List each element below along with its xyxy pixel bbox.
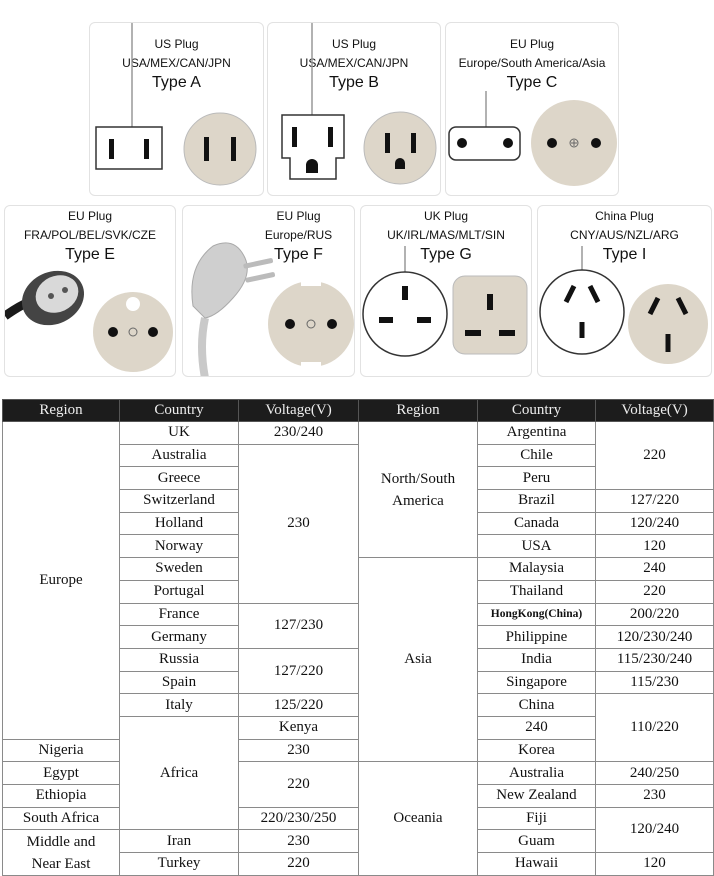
type-e-plug-icon [5,206,176,377]
plug-type-label: Type C [506,74,558,91]
plug-card-type-c [445,22,619,196]
voltage-cell: 115/230/240 [596,648,714,671]
type-f-plug-icon [183,206,355,377]
plug-type-label: Type B [329,74,379,91]
region-cell-asia: Asia [359,558,478,762]
region-label-line: Middle and [26,833,96,850]
region-label-line: Near East [31,855,91,872]
country-cell: India [478,648,596,671]
country-cell: Iran [120,830,239,853]
voltage-cell: 220 [596,580,714,603]
plug-type-label: Type A [152,74,201,91]
table-row [3,762,714,785]
country-cell: Malaysia [478,558,596,581]
voltage-cell: 125/220 [239,694,359,717]
plug-region-label: UK Plug [423,209,469,223]
plug-card-type-f [182,205,355,377]
country-cell: Australia [478,762,596,785]
region-column-header: Region [359,400,478,422]
voltage-cell: 220/230/250 [239,807,359,830]
country-cell: Singapore [478,671,596,694]
table-header-row [3,400,714,422]
country-cell: Italy [120,694,239,717]
country-cell: Germany [120,626,239,649]
voltage-cell: 127/230 [239,603,359,648]
plug-card-type-a [89,22,264,196]
plug-region-label: China Plug [595,209,654,223]
plug-type-label: Type E [65,246,115,263]
plug-region-label: US Plug [331,37,377,51]
table-row [3,807,714,830]
country-cell: Kenya [239,716,359,739]
country-cell: HongKong(China) [478,603,596,626]
country-cell: Norway [120,535,239,558]
voltage-cell: 127/220 [239,648,359,693]
type-g-plug-icon [361,206,532,377]
region-cell-oceania: Oceania [359,762,478,875]
country-cell: Holland [120,512,239,535]
region-cell-africa: Africa [120,716,239,829]
country-cell: UK [120,422,239,445]
region-cell-europe: Europe [3,422,120,740]
voltage-cell: 127/220 [596,490,714,513]
country-cell: Spain [120,671,239,694]
voltage-cell: 240/250 [596,762,714,785]
country-cell: Nigeria [3,739,120,762]
type-c-plug-icon [446,23,619,196]
plug-countries-label: CNY/AUS/NZL/ARG [570,228,679,242]
region-label-line: America [392,492,444,509]
country-cell: Brazil [478,490,596,513]
voltage-cell: 110/220 [596,694,714,762]
voltage-cell: 200/220 [596,603,714,626]
region-cell-north-south-america [359,422,478,558]
plug-countries-label: FRA/POL/BEL/SVK/CZE [23,228,157,242]
voltage-cell: 220 [596,422,714,490]
country-cell: Chile [478,444,596,467]
country-column-header: Country [120,400,239,422]
plug-card-type-i [537,205,712,377]
plug-type-label: Type F [274,246,323,263]
plug-card-type-b [267,22,441,196]
country-cell: Russia [120,648,239,671]
country-column-header: Country [478,400,596,422]
region-cell-middle-near-east [3,830,120,875]
voltage-cell: 115/230 [596,671,714,694]
plug-card-type-e [4,205,176,377]
country-cell: Fiji [478,807,596,830]
type-b-plug-icon [268,23,441,196]
voltage-table [2,399,714,876]
country-cell: Switzerland [120,490,239,513]
voltage-cell: 120/230/240 [596,626,714,649]
country-cell: Peru [478,467,596,490]
voltage-cell: 230 [239,444,359,603]
country-cell: China [478,694,596,717]
type-a-plug-icon [90,23,264,196]
plug-region-label: EU Plug [509,37,555,51]
country-cell: New Zealand [478,785,596,808]
voltage-cell: 240 [478,716,596,739]
voltage-cell: 120/240 [596,807,714,852]
voltage-column-header: Voltage(V) [596,400,714,422]
country-cell: France [120,603,239,626]
plug-type-label: Type I [602,246,647,263]
country-cell: Philippine [478,626,596,649]
plug-type-label: Type G [420,246,472,263]
plug-countries-label: USA/MEX/CAN/JPN [122,56,231,70]
plug-card-type-g [360,205,532,377]
voltage-cell: 120 [596,535,714,558]
country-cell: Korea [478,739,596,762]
country-cell: Sweden [120,558,239,581]
country-cell: Guam [478,830,596,853]
country-cell: Canada [478,512,596,535]
country-cell: South Africa [3,807,120,830]
region-column-header: Region [3,400,120,422]
plug-countries-label: UK/IRL/MAS/MLT/SIN [387,228,505,242]
voltage-cell: 230/240 [239,422,359,445]
country-cell: Thailand [478,580,596,603]
voltage-cell: 220 [239,762,359,807]
voltage-cell: 230 [239,830,359,853]
voltage-column-header: Voltage(V) [239,400,359,422]
country-cell: Ethiopia [3,785,120,808]
plug-region-label: EU Plug [67,209,113,223]
voltage-cell: 220 [239,853,359,876]
table-row [3,422,714,445]
country-cell: Portugal [120,580,239,603]
region-label-line: North/South [380,470,456,487]
country-cell: Australia [120,444,239,467]
country-cell: Egypt [3,762,120,785]
country-cell: USA [478,535,596,558]
voltage-cell: 120/240 [596,512,714,535]
plug-region-label: EU Plug [276,209,321,223]
country-cell: Greece [120,467,239,490]
country-cell: Hawaii [478,853,596,876]
country-cell: Argentina [478,422,596,445]
voltage-cell: 230 [239,739,359,762]
plug-countries-label: USA/MEX/CAN/JPN [299,56,409,70]
voltage-cell: 120 [596,853,714,876]
plug-countries-label: Europe/South America/Asia [458,56,606,70]
country-cell: Turkey [120,853,239,876]
plug-countries-label: Europe/RUS [264,228,333,242]
plug-region-label: US Plug [154,37,199,51]
voltage-cell: 240 [596,558,714,581]
voltage-cell: 230 [596,785,714,808]
type-i-plug-icon [538,206,712,377]
